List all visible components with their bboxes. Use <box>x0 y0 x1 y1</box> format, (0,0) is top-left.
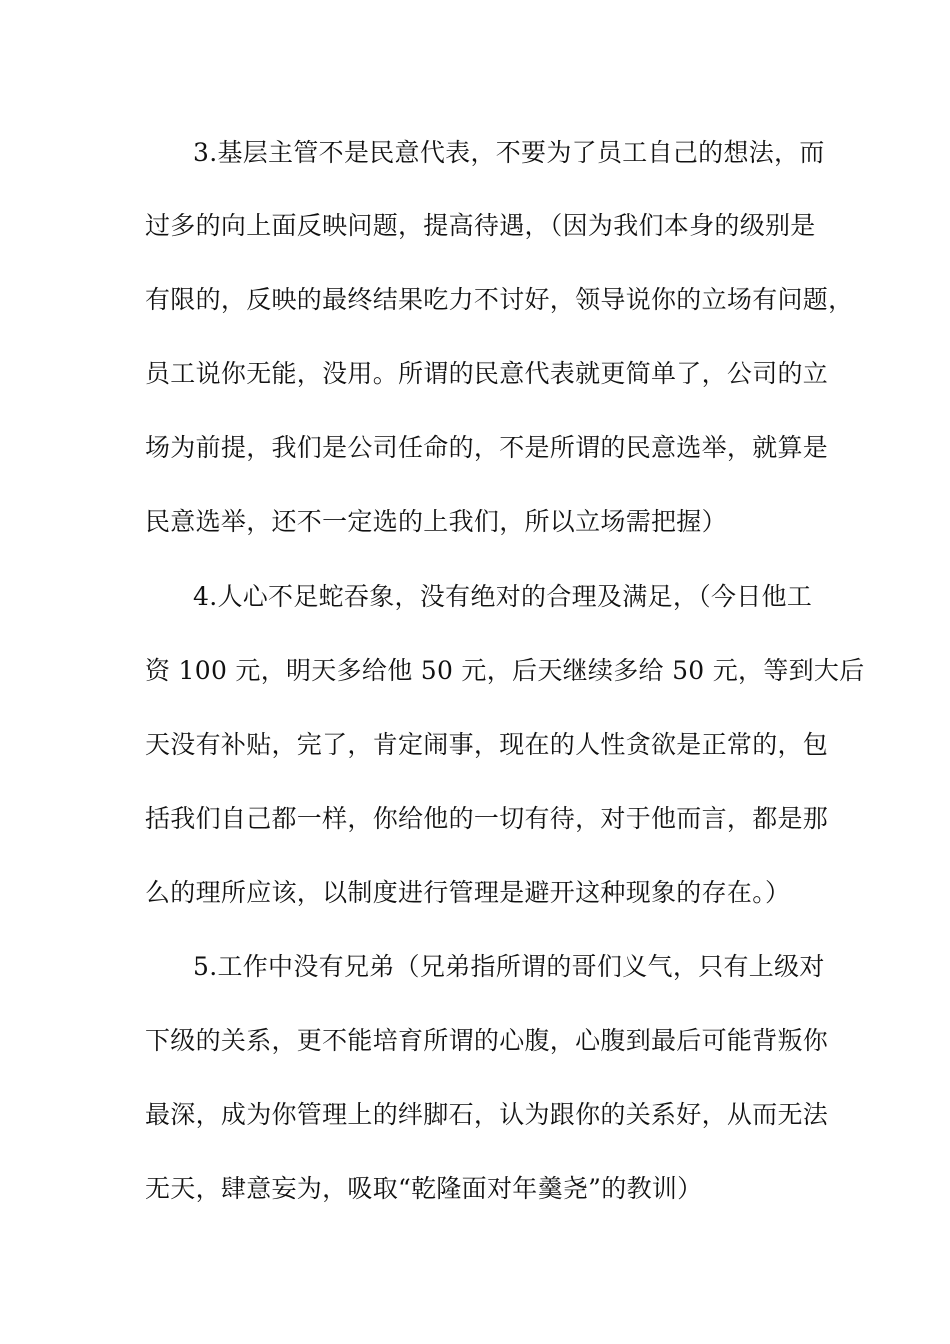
paragraph-5-line-1: 5.工作中没有兄弟（兄弟指所谓的哥们义气，只有上级对 <box>193 952 825 981</box>
paragraph-3-line-3: 有限的，反映的最终结果吃力不讨好，领导说你的立场有问题， <box>145 285 854 314</box>
paragraph-3-line-2: 过多的向上面反映问题，提高待遇，（因为我们本身的级别是 <box>145 211 816 240</box>
paragraph-3-line-1: 3.基层主管不是民意代表，不要为了员工自己的想法，而 <box>193 138 825 167</box>
paragraph-4-line-1: 4.人心不足蛇吞象，没有绝对的合理及满足，（今日他工 <box>193 582 813 611</box>
paragraph-4-line-3: 天没有补贴，完了，肯定闹事，现在的人性贪欲是正常的，包 <box>145 730 829 759</box>
paragraph-5-line-4: 无天，肆意妄为，吸取“乾隆面对年羹尧”的教训） <box>145 1174 703 1203</box>
paragraph-3-line-6: 民意选举，还不一定选的上我们，所以立场需把握） <box>145 507 727 536</box>
paragraph-3-line-4: 员工说你无能，没用。所谓的民意代表就更简单了，公司的立 <box>145 359 829 388</box>
paragraph-5-line-2: 下级的关系，更不能培育所谓的心腹，心腹到最后可能背叛你 <box>145 1026 829 1055</box>
paragraph-4-line-2: 资 100 元，明天多给他 50 元，后天继续多给 50 元，等到大后 <box>145 656 865 685</box>
paragraph-3-line-5: 场为前提，我们是公司任命的，不是所谓的民意选举，就算是 <box>145 433 829 462</box>
paragraph-4-line-4: 括我们自己都一样，你给他的一切有待，对于他而言，都是那 <box>145 804 829 833</box>
paragraph-4-line-5: 么的理所应该，以制度进行管理是避开这种现象的存在。） <box>145 878 791 907</box>
paragraph-5-line-3: 最深，成为你管理上的绊脚石，认为跟你的关系好，从而无法 <box>145 1100 829 1129</box>
